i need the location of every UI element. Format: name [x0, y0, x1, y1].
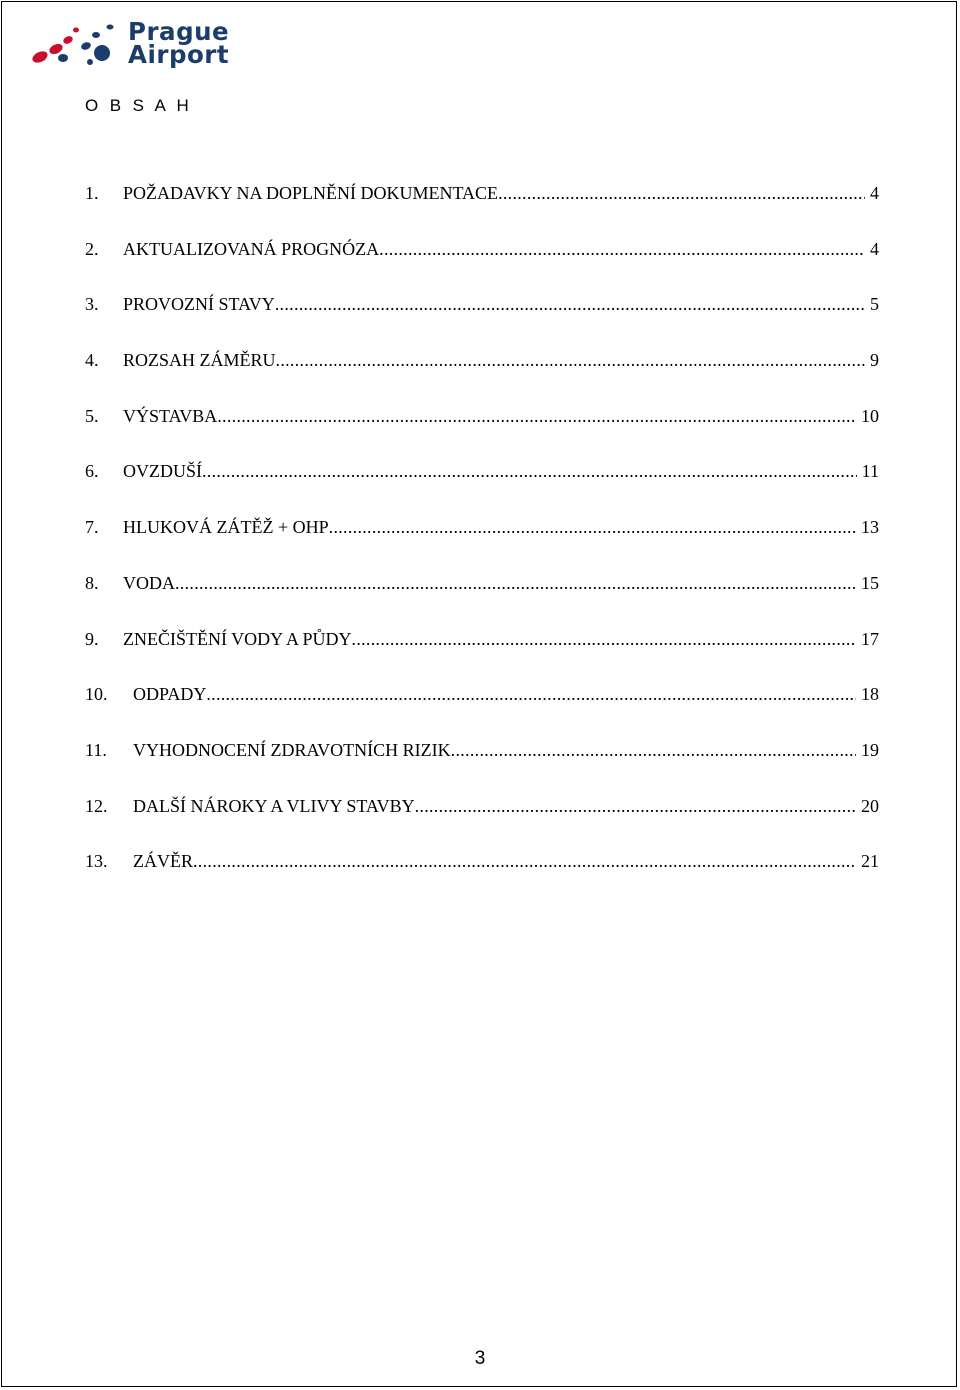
toc-entry-number: 10. — [85, 684, 108, 705]
toc-entry[interactable] — [85, 516, 879, 572]
toc-entry-page[interactable]: 10 — [861, 405, 879, 426]
toc-entry-title[interactable]: ODPADY — [133, 684, 207, 705]
toc-entry-title[interactable]: VÝSTAVBA — [123, 405, 218, 426]
toc-entry-title[interactable]: ZNEČIŠTĚNÍ VODY A PŮDY — [123, 628, 352, 649]
toc-entry[interactable] — [85, 349, 879, 405]
toc-entry-number: 9. — [85, 628, 99, 649]
toc-entry-number: 6. — [85, 461, 99, 482]
document-page — [1, 1, 957, 1387]
emblem-red-dots — [31, 28, 79, 65]
table-of-contents — [85, 182, 879, 906]
toc-entry-number: 3. — [85, 294, 99, 315]
toc-entry-page[interactable]: 5 — [870, 294, 879, 315]
toc-dot-leader — [275, 293, 865, 315]
toc-entry-title[interactable]: ZÁVĚR — [133, 851, 193, 872]
toc-entry-number: 2. — [85, 238, 99, 259]
toc-dot-leader — [217, 405, 856, 427]
toc-entry-title[interactable]: ROZSAH ZÁMĚRU — [123, 350, 276, 371]
toc-entry-title[interactable]: HLUKOVÁ ZÁTĚŽ + OHP — [123, 517, 329, 538]
toc-dot-leader — [498, 182, 865, 204]
toc-dot-leader — [352, 628, 856, 650]
toc-entry-page[interactable]: 4 — [870, 183, 879, 203]
toc-entry[interactable] — [85, 572, 879, 628]
toc-entry-title[interactable]: PROVOZNÍ STAVY — [123, 294, 275, 315]
toc-entry-title[interactable]: VYHODNOCENÍ ZDRAVOTNÍCH RIZIK — [133, 739, 451, 760]
toc-dot-leader — [175, 572, 856, 594]
toc-entry[interactable] — [85, 739, 879, 795]
airport-emblem-icon — [30, 20, 130, 70]
toc-entry-title[interactable]: DALŠÍ NÁROKY A VLIVY STAVBY — [133, 795, 415, 816]
toc-entry-page[interactable]: 15 — [861, 572, 879, 593]
toc-entry-page[interactable]: 21 — [861, 851, 879, 872]
toc-entry-title[interactable]: AKTUALIZOVANÁ PROGNÓZA — [123, 238, 380, 259]
toc-dot-leader — [415, 795, 856, 817]
toc-heading: O B S A H — [85, 96, 193, 115]
toc-entry-number: 8. — [85, 572, 99, 593]
toc-entry-number: 12. — [85, 795, 108, 816]
toc-entry-number: 1. — [85, 183, 99, 203]
toc-dot-leader — [193, 850, 856, 872]
toc-dot-leader — [202, 460, 857, 482]
toc-entry-number: 5. — [85, 405, 99, 426]
toc-entry-number: 7. — [85, 517, 99, 538]
toc-dot-leader — [451, 739, 856, 761]
toc-entry-page[interactable]: 17 — [861, 628, 879, 649]
toc-entry-page[interactable]: 19 — [861, 739, 879, 760]
toc-dot-leader — [206, 683, 856, 705]
toc-dot-leader — [379, 238, 865, 260]
toc-entry-title[interactable]: OVZDUŠÍ — [123, 461, 202, 482]
toc-dot-leader — [329, 516, 856, 538]
toc-entry[interactable] — [85, 628, 879, 684]
toc-entry[interactable] — [85, 683, 879, 739]
toc-entry[interactable] — [85, 405, 879, 461]
toc-entry-page[interactable]: 18 — [861, 684, 879, 705]
toc-entry[interactable] — [85, 795, 879, 851]
toc-dot-leader — [276, 349, 865, 371]
logo-wordmark — [128, 17, 230, 69]
toc-entry-page[interactable]: 4 — [870, 238, 879, 259]
emblem-blue-dots — [58, 25, 114, 66]
toc-entry-title[interactable]: POŽADAVKY NA DOPLNĚNÍ DOKUMENTACE — [123, 183, 499, 203]
logo-line-prague: Prague — [128, 17, 230, 46]
prague-airport-logo — [30, 17, 270, 72]
toc-entry[interactable] — [85, 293, 879, 349]
toc-entry-page[interactable]: 20 — [861, 795, 879, 816]
toc-entry-page[interactable]: 13 — [861, 517, 879, 538]
toc-entry-number: 11. — [85, 739, 107, 760]
toc-entry-number: 4. — [85, 350, 99, 371]
toc-entry-page[interactable]: 11 — [861, 461, 879, 482]
toc-entry-title[interactable]: VODA — [123, 572, 175, 593]
toc-entry[interactable] — [85, 850, 879, 906]
page-number: 3 — [474, 1348, 486, 1369]
toc-entry[interactable] — [85, 238, 879, 294]
toc-entry[interactable] — [85, 182, 879, 238]
toc-entry[interactable] — [85, 460, 879, 516]
toc-entry-page[interactable]: 9 — [870, 350, 879, 371]
logo-line-airport: Airport — [128, 40, 230, 69]
toc-entry-number: 13. — [85, 851, 108, 872]
